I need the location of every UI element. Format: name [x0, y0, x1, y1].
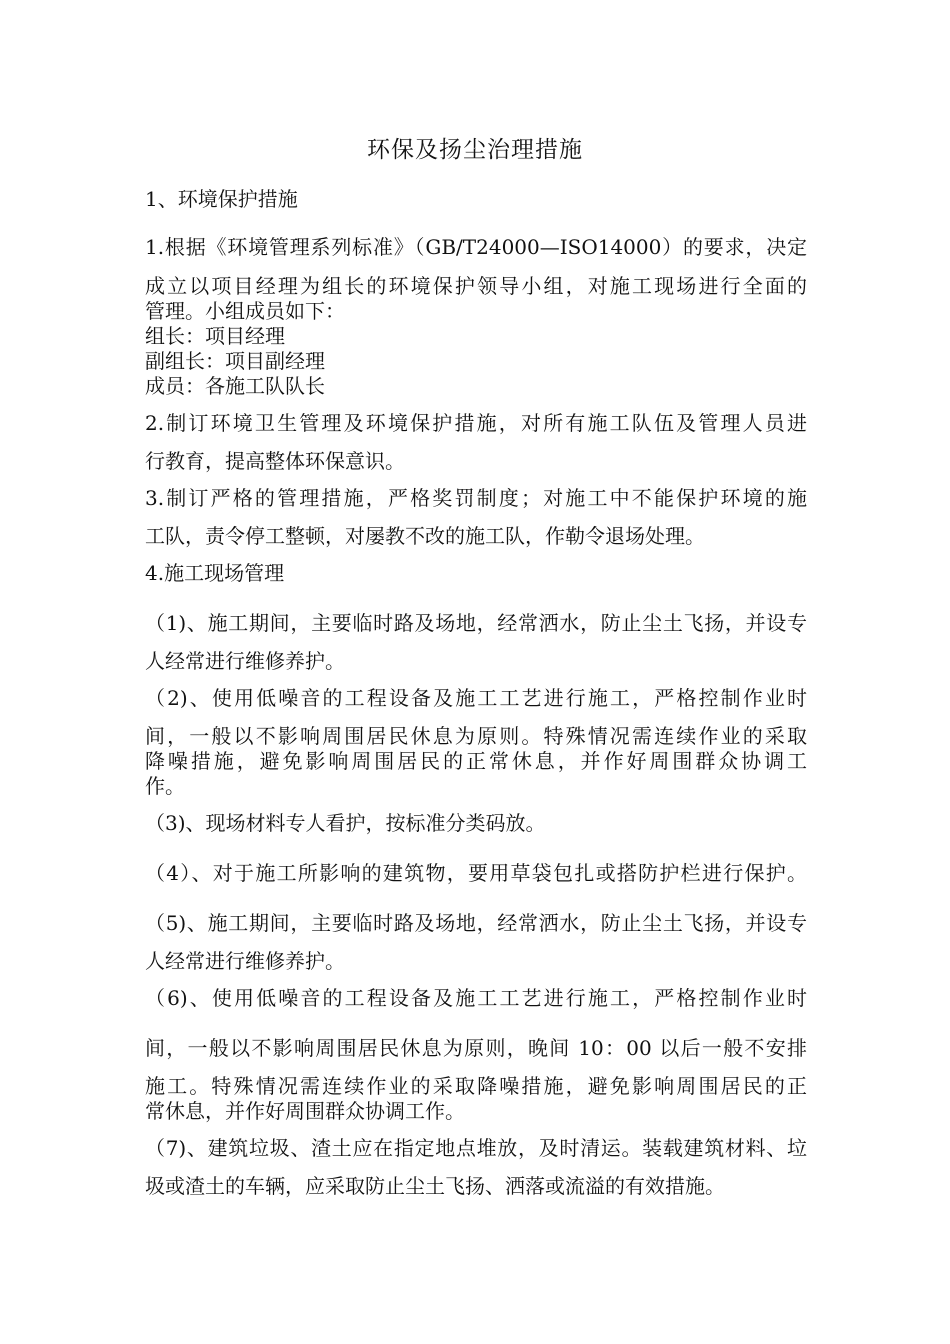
- text-line: 1.根据《环境管理系列标准》（GB/T24000—ISO14000）的要求，决定: [145, 235, 807, 259]
- text-line: 管理。小组成员如下：: [145, 299, 345, 323]
- text-line: 间，一般以不影响周围居民休息为原则，晚间 10：00 以后一般不安排: [145, 1036, 807, 1060]
- text-line: （6)、使用低噪音的工程设备及施工工艺进行施工，严格控制作业时: [145, 986, 807, 1010]
- text-line: 成员：各施工队队长: [145, 374, 325, 398]
- text-line: 4.施工现场管理: [145, 561, 285, 585]
- text-line: （3)、现场材料专人看护，按标准分类码放。: [145, 811, 546, 835]
- text-line: 成立以项目经理为组长的环境保护领导小组，对施工现场进行全面的: [145, 274, 807, 298]
- text-line: 间，一般以不影响周围居民休息为原则。特殊情况需连续作业的采取: [145, 724, 807, 748]
- text-line: 作。: [145, 774, 185, 798]
- text-line: 常休息，并作好周围群众协调工作。: [145, 1099, 465, 1123]
- text-line: 2.制订环境卫生管理及环境保护措施，对所有施工队伍及管理人员进: [145, 411, 807, 435]
- text-line: 工队，责令停工整顿，对屡教不改的施工队，作勒令退场处理。: [145, 524, 705, 548]
- text-line: 人经常进行维修养护。: [145, 949, 345, 973]
- text-line: 行教育，提高整体环保意识。: [145, 449, 405, 473]
- text-line: 副组长：项目副经理: [145, 349, 325, 373]
- text-line: （7)、建筑垃圾、渣土应在指定地点堆放，及时清运。装载建筑材料、垃: [145, 1136, 807, 1160]
- section-heading: 1、环境保护措施: [145, 187, 298, 211]
- text-line: （1)、施工期间，主要临时路及场地，经常洒水，防止尘土飞扬，并设专: [145, 611, 807, 635]
- text-line: （4）、对于施工所影响的建筑物，要用草袋包扎或搭防护栏进行保护。: [145, 861, 807, 885]
- text-line: 人经常进行维修养护。: [145, 649, 345, 673]
- document-title: 环保及扬尘治理措施: [367, 137, 583, 163]
- text-line: 3.制订严格的管理措施，严格奖罚制度；对施工中不能保护环境的施: [145, 486, 807, 510]
- text-line: 施工。特殊情况需连续作业的采取降噪措施，避免影响周围居民的正: [145, 1074, 807, 1098]
- text-line: 组长：项目经理: [145, 324, 285, 348]
- text-line: （2)、使用低噪音的工程设备及施工工艺进行施工，严格控制作业时: [145, 686, 807, 710]
- text-line: 圾或渣土的车辆，应采取防止尘土飞扬、洒落或流溢的有效措施。: [145, 1174, 725, 1198]
- text-line: （5)、施工期间，主要临时路及场地，经常洒水，防止尘土飞扬，并设专: [145, 911, 807, 935]
- text-line: 降噪措施，避免影响周围居民的正常休息，并作好周围群众协调工: [145, 749, 807, 773]
